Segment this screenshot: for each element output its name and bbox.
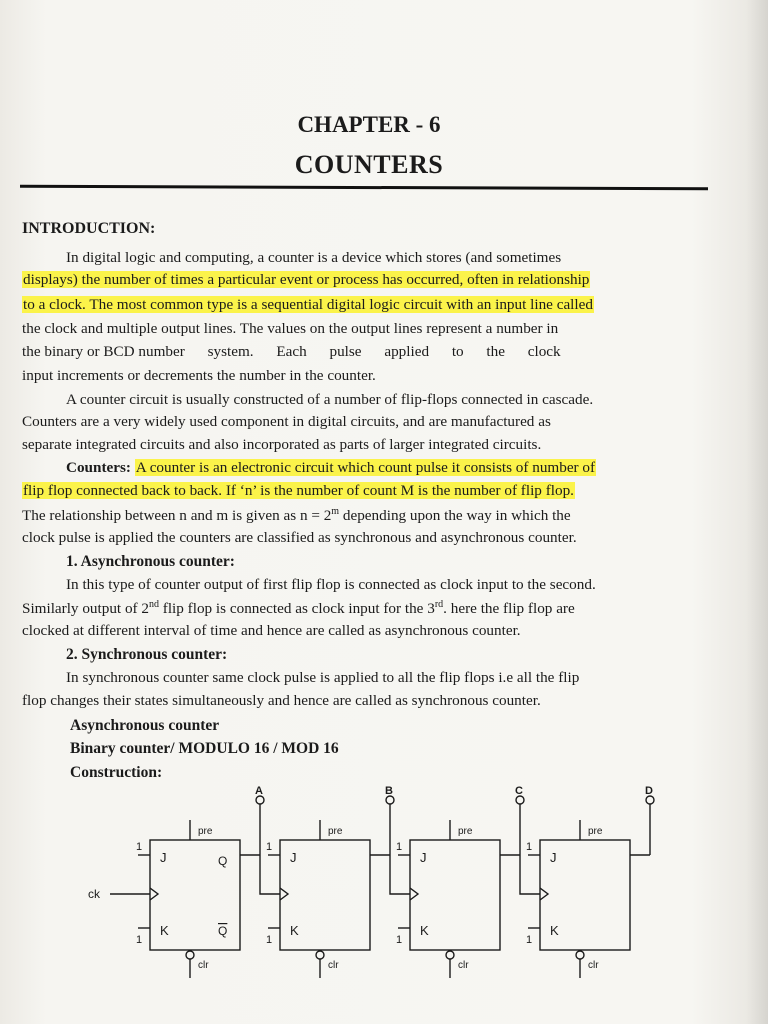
flip-flop-2-clock-triangle — [280, 888, 288, 900]
construction-heading: Construction: — [70, 764, 163, 781]
intro-line-2-text: displays) the number of times a particular event or process has occurred, often in relationship — [23, 271, 590, 288]
flip-flop-1-q-label: Q — [218, 854, 228, 868]
definition-line-1 — [66, 459, 596, 477]
flip-flop-3-clock-triangle — [410, 888, 418, 900]
flip-flop-2-pre-label: pre — [328, 826, 343, 837]
definition-label: Counters: — [66, 459, 131, 476]
definition-line-2 — [22, 482, 575, 500]
counter-circuit-diagram — [88, 785, 690, 980]
flip-flop-2-k-label: K — [290, 923, 299, 938]
sync-line-2 — [22, 692, 541, 710]
clock-link-1-to-2 — [260, 855, 280, 894]
chapter-title: COUNTERS — [294, 150, 444, 179]
intro-heading: INTRODUCTION: — [22, 220, 156, 237]
clock-input-label: ck — [88, 887, 100, 901]
intro-line-8-text: Counters are a very widely used component in digital circuits, and are manufactured as — [22, 413, 551, 430]
clock-link-3-to-4 — [520, 855, 540, 894]
sync-line-2-text: flop changes their states simultaneously and hence are called as synchronous counter. — [22, 692, 541, 709]
definition-line-3a: The relationship between n and m is given as n = 2 — [22, 507, 332, 525]
output-label-a: A — [255, 785, 263, 797]
flip-flop-2-clr-label: clr — [328, 960, 339, 971]
intro-line-5 — [22, 343, 561, 361]
intro-line-5-text: the binary or BCD number system. Each pulse applied to the clock — [22, 343, 561, 360]
async-line-1 — [66, 576, 596, 594]
title-rule — [20, 185, 708, 190]
flip-flop-4-k-label: K — [550, 923, 559, 938]
flip-flop-3-j-label: J — [420, 850, 427, 865]
flip-flop-1-output-node — [256, 796, 264, 804]
flip-flop-1-k-one: 1 — [136, 934, 143, 946]
flip-flop-3-k-label: K — [420, 923, 429, 938]
async-line-3-text: clocked at different interval of time and hence are called as asynchronous counter. — [22, 622, 521, 639]
async-heading: 1. Asynchronous counter: — [66, 553, 235, 570]
flip-flop-1-clr-label: clr — [198, 960, 209, 971]
flip-flop-1-qbar-label: Q — [218, 924, 228, 938]
async-line-2c: . here the flip flop are — [443, 600, 575, 618]
intro-line-6-text: input increments or decrements the number in the counter. — [22, 367, 376, 384]
chapter-number: CHAPTER - 6 — [297, 112, 441, 137]
flip-flop-2-j-one: 1 — [266, 841, 273, 853]
flip-flop-1-k-label: K — [160, 923, 169, 938]
flip-flop-1-j-label: J — [160, 850, 167, 865]
definition-line-2-text: flip flop connected back to back. If ‘n’ is the number of count M is the number of flip flop. — [23, 482, 574, 499]
flip-flop-2-k-one: 1 — [266, 934, 273, 946]
intro-line-4 — [22, 320, 558, 338]
definition-line-4 — [22, 529, 577, 547]
intro-line-7 — [66, 391, 593, 409]
output-label-d: D — [645, 785, 653, 797]
section-subtitle: Binary counter/ MODULO 16 / MOD 16 — [70, 740, 339, 757]
flip-flop-1-clock-triangle — [150, 888, 158, 900]
intro-line-8 — [22, 413, 551, 431]
flip-flop-4-j-one: 1 — [526, 841, 533, 853]
intro-line-3 — [22, 296, 594, 314]
definition-line-3b: depending upon the way in which the — [342, 507, 571, 525]
flip-flop-4-j-label: J — [550, 850, 557, 865]
async-line-2b: flip flop is connected as clock input for the 3 — [162, 600, 435, 618]
flip-flop-3-clr-bubble — [446, 951, 454, 959]
async-sup-rd: rd — [434, 599, 444, 610]
flip-flop-3-clr-label: clr — [458, 960, 469, 971]
async-line-1-text: In this type of counter output of first flip flop is connected as clock input to the second. — [66, 576, 596, 593]
sync-line-1-text: In synchronous counter same clock pulse is applied to all the flip flops i.e all the flip — [66, 669, 580, 686]
flip-flop-3-k-one: 1 — [396, 934, 403, 946]
flip-flop-1-pre-label: pre — [198, 826, 213, 837]
clock-link-2-to-3 — [390, 855, 410, 894]
flip-flop-4-pre-label: pre — [588, 826, 603, 837]
output-label-b: B — [385, 785, 393, 797]
sync-heading: 2. Synchronous counter: — [66, 646, 228, 663]
async-sup-nd: nd — [148, 599, 159, 610]
flip-flop-2-output-node — [386, 796, 394, 804]
flip-flop-1-clr-bubble — [186, 951, 194, 959]
definition-line-3 — [22, 506, 571, 525]
flip-flop-2-clr-bubble — [316, 951, 324, 959]
flip-flop-group — [88, 785, 654, 978]
intro-line-3-text: to a clock. The most common type is a sequential digital logic circuit with an input line called — [23, 296, 593, 313]
flip-flop-3-output-node — [516, 796, 524, 804]
intro-line-9 — [22, 436, 541, 454]
async-line-2a: Similarly output of 2 — [22, 600, 149, 618]
output-label-c: C — [515, 785, 523, 797]
page-edge-shadow — [746, 0, 768, 1024]
flip-flop-1-j-one: 1 — [136, 841, 143, 853]
flip-flop-3-j-one: 1 — [396, 841, 403, 853]
flip-flop-4-output-node — [646, 796, 654, 804]
sync-line-1 — [66, 669, 579, 687]
flip-flop-4-k-one: 1 — [526, 934, 533, 946]
section-title: Asynchronous counter — [70, 717, 220, 734]
flip-flop-2-j-label: J — [290, 850, 297, 865]
flip-flop-4-clock-triangle — [540, 888, 548, 900]
async-line-2 — [22, 599, 575, 618]
definition-exponent: m — [331, 506, 340, 517]
intro-line-6 — [22, 367, 376, 385]
intro-line-9-text: separate integrated circuits and also incorporated as parts of larger integrated circuits. — [22, 436, 542, 453]
flip-flop-4-clr-bubble — [576, 951, 584, 959]
flip-flop-4-clr-label: clr — [588, 960, 599, 971]
intro-line-7-text: A counter circuit is usually constructed of a number of flip-flops connected in cascade. — [66, 391, 594, 408]
async-line-3 — [22, 622, 521, 640]
flip-flop-3-pre-label: pre — [458, 826, 473, 837]
definition-line-4-text: clock pulse is applied the counters are classified as synchronous and asynchronous counter. — [22, 529, 577, 546]
definition-line-1-text: A counter is an electronic circuit which count pulse it consists of number of — [135, 459, 596, 476]
intro-line-2 — [22, 271, 590, 289]
intro-line-1 — [66, 249, 561, 267]
intro-line-1-text: In digital logic and computing, a counter is a device which stores (and sometimes — [66, 249, 562, 266]
intro-line-4-text: the clock and multiple output lines. The values on the output lines represent a number in — [22, 320, 559, 337]
